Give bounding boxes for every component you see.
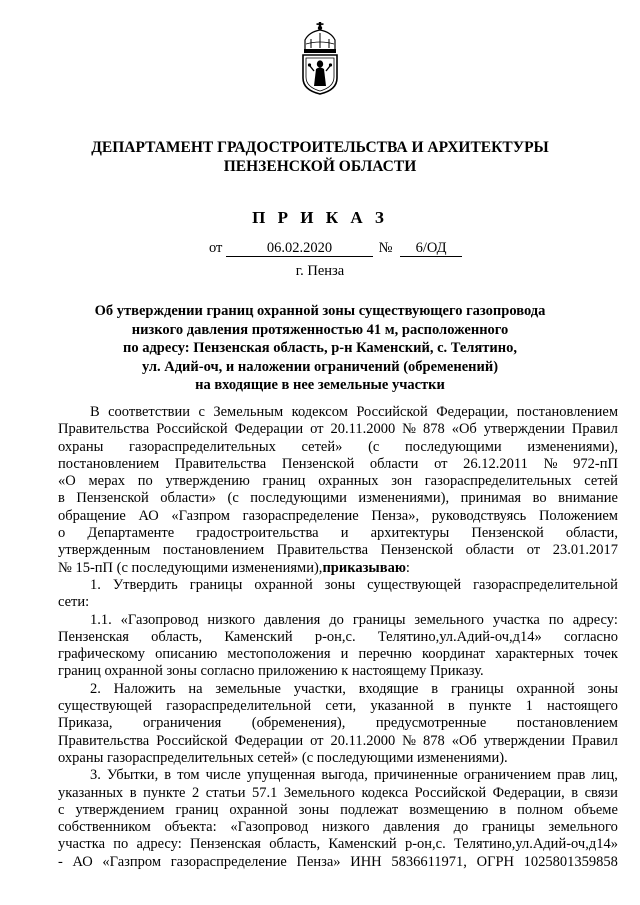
body-line: участка по адресу: Пензенская область, Каменский р-он,с. Телятино,ул.Адий-оч,д14» (58, 836, 618, 853)
body-line: утвержденным постановлением Правительства Пензенской области от 23.01.2017 (58, 542, 618, 559)
body-line: 2. Наложить на земельные участки, входящие в границы охранной зоны (90, 680, 618, 697)
order-body (58, 404, 618, 871)
department-name-line1: ДЕПАРТАМЕНТ ГРАДОСТРОИТЕЛЬСТВА И АРХИТЕКТУРЫ (91, 139, 549, 156)
body-line: охраны газораспределительных сетей» (с последующими изменениями), (58, 438, 618, 455)
order-number: 6/ОД (400, 241, 462, 257)
body-line: указанных в пункте 2 статьи 57.1 Земельного кодекса Российской Федерации, в связи (58, 784, 618, 801)
body-line: охраны газораспределительных сетей» (с последующими изменениями). (58, 749, 508, 766)
body-line: обращение АО «Газпром газораспределение Пенза», руководствуясь Положением (58, 507, 618, 524)
body-line: Правительства Российской Федерации от 20.11.2000 № 878 «Об утверждении Правил (58, 421, 618, 438)
date-number-line (209, 240, 462, 257)
order-date: 06.02.2020 (226, 241, 373, 257)
body-line: собственником объекта: «Газопровод низкого давления до границы земельного (58, 819, 618, 836)
body-line: - АО «Газпром газораспределение Пенза» ИНН 5836611971, ОГРН 1025801359858 (58, 853, 618, 870)
subject-line: ул. Адий-оч, и наложении ограничений (обременений) (141, 358, 499, 375)
body-line: в Пензенской области» (с последующими изменениями), принимая во внимание (58, 490, 618, 507)
department-name-line2: ПЕНЗЕНСКОЙ ОБЛАСТИ (223, 158, 417, 175)
city: г. Пенза (295, 263, 345, 279)
body-line: № 15-пП (с последующими изменениями), приказываю : (58, 559, 410, 576)
body-line: «О мерах по утверждению границ охранных зон газораспределительных сетей (58, 473, 618, 490)
body-line: 1.1. «Газопровод низкого давления до границы земельного участка по адресу: (90, 611, 618, 628)
subject-line: низкого давления протяженностью 41 м, расположенного (131, 321, 509, 338)
subject-line: на входящие в нее земельные участки (195, 377, 445, 394)
body-line: с утверждением границ охранной зоны подлежат возмещению в полном объеме (58, 801, 618, 818)
number-prefix: № (378, 240, 393, 256)
body-line: графическому описанию местоположения и перечню координат характерных точек (58, 646, 618, 663)
body-line: границ охранной зоны согласно приложению к настоящему Приказу. (58, 663, 484, 680)
body-line: 3. Убытки, в том числе упущенная выгода, причиненные ограничением прав лиц, (90, 767, 618, 784)
body-line: 1. Утвердить границы охранной зоны существующей газораспределительной (90, 576, 618, 593)
body-line: о Департаменте градостроительства и архитектуры Пензенской области, (58, 525, 618, 542)
body-line: В соответствии с Земельным кодексом Российской Федерации, постановлением (90, 404, 618, 420)
body-line: Приказа, ограничения (обременения), предусмотренные постановлением (58, 715, 618, 732)
body-line: Правительства Российской Федерации от 20.11.2000 № 878 «Об утверждении Правил (58, 732, 618, 749)
order-title: П Р И К А З (252, 208, 388, 227)
body-line: постановлением Правительства Пензенской области от 26.12.2011 № 972-пП (58, 455, 618, 472)
order-subject (40, 302, 600, 395)
body-line: существующей газораспределительной сети, указанной в пункте 1 настоящего (58, 698, 618, 715)
date-prefix: от (209, 240, 223, 256)
body-line: сети: (58, 594, 90, 611)
orders-word: приказываю (322, 559, 406, 576)
subject-line: по адресу: Пензенская область, р-н Каменский, с. Телятино, (122, 340, 517, 357)
coat-of-arms-icon (297, 20, 343, 96)
body-line: Пензенская область, Каменский р-он,с. Телятино,ул.Адий-оч,д14» согласно (58, 628, 618, 645)
subject-line: Об утверждении границ охранной зоны существующего газопровода (94, 303, 546, 319)
